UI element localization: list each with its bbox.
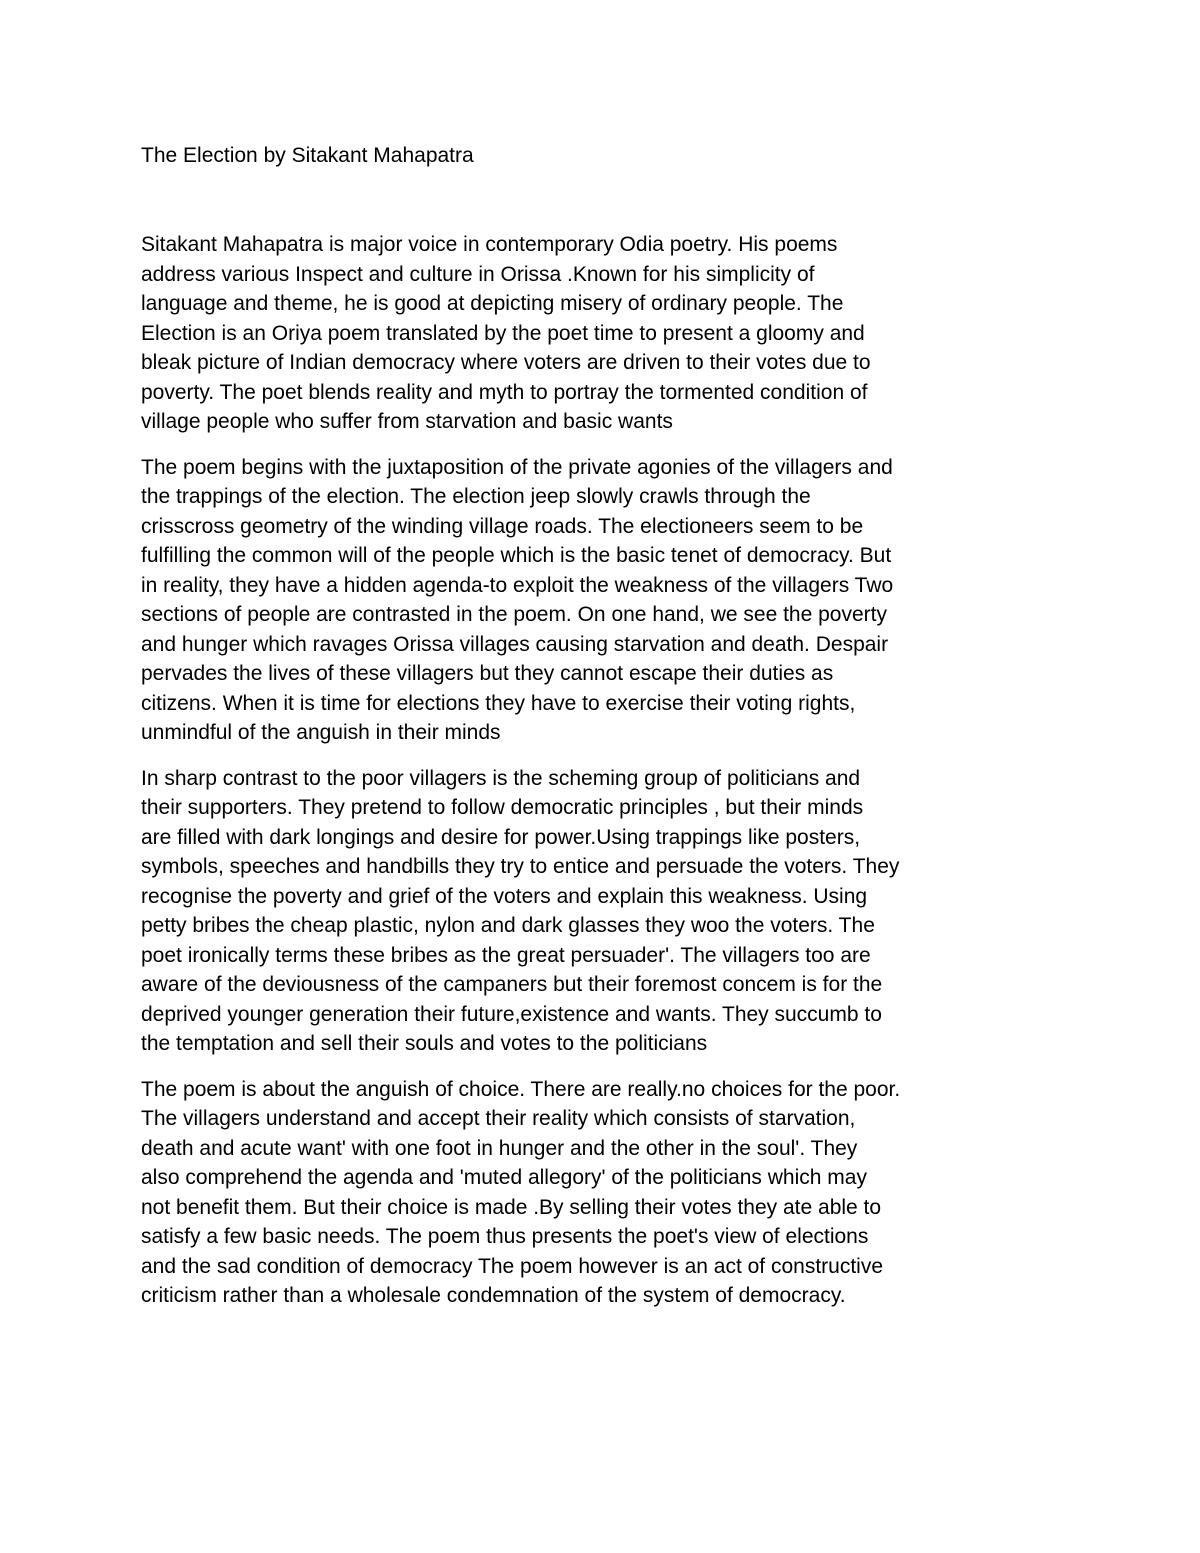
text-line: address various Inspect and culture in Orissa .Known for his simplicity of bbox=[141, 262, 815, 286]
text-line: The poem is about the anguish of choice. There are really.no choices for the poor. bbox=[141, 1077, 901, 1101]
text-line: citizens. When it is time for elections they have to exercise their voting rights, bbox=[141, 691, 856, 715]
text-line: are filled with dark longings and desire for power.Using trappings like posters, bbox=[141, 825, 861, 849]
text-line: the temptation and sell their souls and votes to the politicians bbox=[141, 1032, 708, 1055]
text-line: aware of the deviousness of the campaners but their foremost concem is for the bbox=[141, 973, 883, 996]
text-line: poverty. The poet blends reality and myth to portray the tormented condition of bbox=[141, 380, 868, 404]
text-line: language and theme, he is good at depicting misery of ordinary people. The bbox=[141, 292, 844, 315]
text-line: the trappings of the election. The election jeep slowly crawls through the bbox=[141, 485, 811, 508]
text-line: death and acute want' with one foot in hunger and the other in the soul'. They bbox=[141, 1136, 858, 1160]
paragraph-4 bbox=[141, 1075, 1081, 1311]
text-line: satisfy a few basic needs. The poem thus presents the poet's view of elections bbox=[141, 1225, 869, 1248]
paragraph-2 bbox=[141, 453, 1081, 748]
text-line: their supporters. They pretend to follow democratic principles , but their minds bbox=[141, 796, 864, 819]
text-line: The poem begins with the juxtaposition of the private agonies of the villagers and bbox=[141, 455, 893, 479]
text-line: poet ironically terms these bribes as the great persuader'. The villagers too are bbox=[141, 943, 871, 967]
paragraph-1 bbox=[141, 230, 1081, 437]
text-line: bleak picture of Indian democracy where voters are driven to their votes due to bbox=[141, 351, 871, 374]
text-line: sections of people are contrasted in the poem. On one hand, we see the poverty bbox=[141, 603, 887, 626]
text-line: Election is an Oriya poem translated by the poet time to present a gloomy and bbox=[141, 321, 865, 345]
document-body bbox=[141, 230, 1081, 1327]
text-line: petty bribes the cheap plastic, nylon and dark glasses they woo the voters. The bbox=[141, 914, 875, 937]
text-line: In sharp contrast to the poor villagers is the scheming group of politicians and bbox=[141, 766, 861, 790]
document-title: The Election by Sitakant Mahapatra bbox=[141, 144, 474, 167]
text-line: pervades the lives of these villagers but they cannot escape their duties as bbox=[141, 662, 834, 685]
text-line: symbols, speeches and handbills they try to entice and persuade the voters. They bbox=[141, 855, 900, 878]
text-line: also comprehend the agenda and 'muted allegory' of the politicians which may bbox=[141, 1166, 867, 1189]
text-line: in reality, they have a hidden agenda-to exploit the weakness of the villagers Two bbox=[141, 573, 894, 597]
text-line: crisscross geometry of the winding village roads. The electioneers seem to be bbox=[141, 514, 864, 538]
text-line: not benefit them. But their choice is made .By selling their votes they ate able to bbox=[141, 1195, 882, 1219]
text-line: The villagers understand and accept their reality which consists of starvation, bbox=[141, 1107, 856, 1130]
paragraph-3 bbox=[141, 764, 1081, 1059]
text-line: Sitakant Mahapatra is major voice in contemporary Odia poetry. His poems bbox=[141, 233, 838, 256]
text-line: and hunger which ravages Orissa villages causing starvation and death. Despair bbox=[141, 632, 889, 656]
text-line: fulfilling the common will of the people which is the basic tenet of democracy. But bbox=[141, 544, 892, 567]
text-line: recognise the poverty and grief of the voters and explain this weakness. Using bbox=[141, 884, 868, 908]
text-line: deprived younger generation their future,existence and wants. They succumb to bbox=[141, 1002, 882, 1026]
text-line: and the sad condition of democracy The poem however is an act of constructive bbox=[141, 1254, 884, 1278]
text-line: village people who suffer from starvation and basic wants bbox=[141, 410, 673, 433]
text-line: unmindful of the anguish in their minds bbox=[141, 721, 501, 744]
text-line: criticism rather than a wholesale condemnation of the system of democracy. bbox=[141, 1284, 846, 1307]
